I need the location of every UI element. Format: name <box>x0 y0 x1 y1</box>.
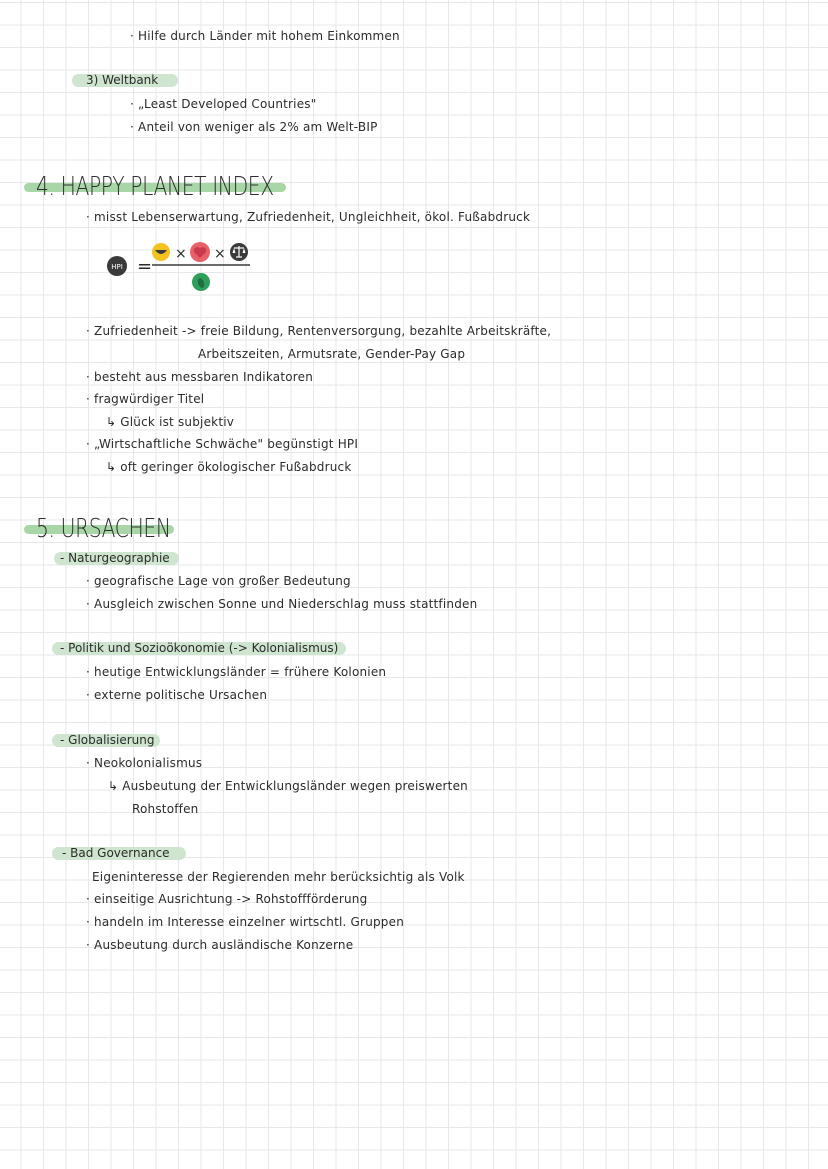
hpi-formula <box>100 234 260 294</box>
zufriedenheit-line-cont: Arbeitszeiten, Armutsrate, Gender-Pay Gap <box>198 347 466 361</box>
bad-line-4: · Ausbeutung durch ausländische Konzerne <box>86 938 354 952</box>
natur-line-1: · geografische Lage von großer Bedeutung <box>86 574 351 588</box>
hpi-badge-text: HPI <box>111 263 123 271</box>
bad-label: - Bad Governance <box>62 846 170 860</box>
politik-line-2: · externe politische Ursachen <box>86 688 268 702</box>
politik-label: - Politik und Sozioökonomie (-> Kolonialismus) <box>60 641 339 655</box>
natur-label: - Naturgeographie <box>60 551 170 565</box>
title-question-line: · fragwürdiger Titel <box>86 392 205 406</box>
politik-line-1: · heutige Entwicklungsländer = frühere Kolonien <box>86 665 387 679</box>
ldc-line: · „Least Developed Countries" <box>130 97 317 111</box>
times-sign-1: × <box>175 246 187 262</box>
balance-scale-icon <box>230 243 248 261</box>
bad-line-3: · handeln im Interesse einzelner wirtschtl. Gruppen <box>86 915 405 929</box>
smiley-icon <box>152 243 170 261</box>
gdp-share-line: · Anteil von weniger als 2% am Welt-BIP <box>130 120 378 134</box>
global-line-2: ↳ Ausbeutung der Entwicklungsländer wegen preiswerten <box>108 779 468 793</box>
indicators-line: · besteht aus messbaren Indikatoren <box>86 370 314 384</box>
global-line-3: Rohstoffen <box>132 802 199 816</box>
natur-line-2: · Ausgleich zwischen Sonne und Niederschlag muss stattfinden <box>86 597 478 611</box>
formula-equals: = <box>137 256 153 277</box>
footprint-line: ↳ oft geringer ökologischer Fußabdruck <box>106 460 352 474</box>
hpi-heading: 4. HAPPY PLANET INDEX <box>36 172 274 202</box>
bad-line-1: Eigeninteresse der Regierenden mehr berücksichtig als Volk <box>92 870 465 884</box>
economic-weakness-line: · „Wirtschaftliche Schwäche" begünstigt HPI <box>86 437 359 451</box>
happiness-subjective-line: ↳ Glück ist subjektiv <box>106 415 235 429</box>
footprint-icon <box>192 273 210 291</box>
hpi-badge <box>107 256 127 276</box>
aid-line: · Hilfe durch Länder mit hohem Einkommen <box>130 29 400 43</box>
bad-line-2: · einseitige Ausrichtung -> Rohstoffförderung <box>86 892 368 906</box>
times-sign-2: × <box>214 246 226 262</box>
zufriedenheit-line: · Zufriedenheit -> freie Bildung, Rentenversorgung, bezahlte Arbeitskräfte, <box>86 324 552 338</box>
hpi-measures-line: · misst Lebenserwartung, Zufriedenheit, Ungleichheit, ökol. Fußabdruck <box>86 210 531 224</box>
ursachen-heading: 5. URSACHEN <box>36 514 171 544</box>
global-label: - Globalisierung <box>60 733 155 747</box>
global-line-1: · Neokolonialismus <box>86 756 203 770</box>
worldbank-label: 3) Weltbank <box>86 73 159 87</box>
heart-icon <box>190 242 210 262</box>
